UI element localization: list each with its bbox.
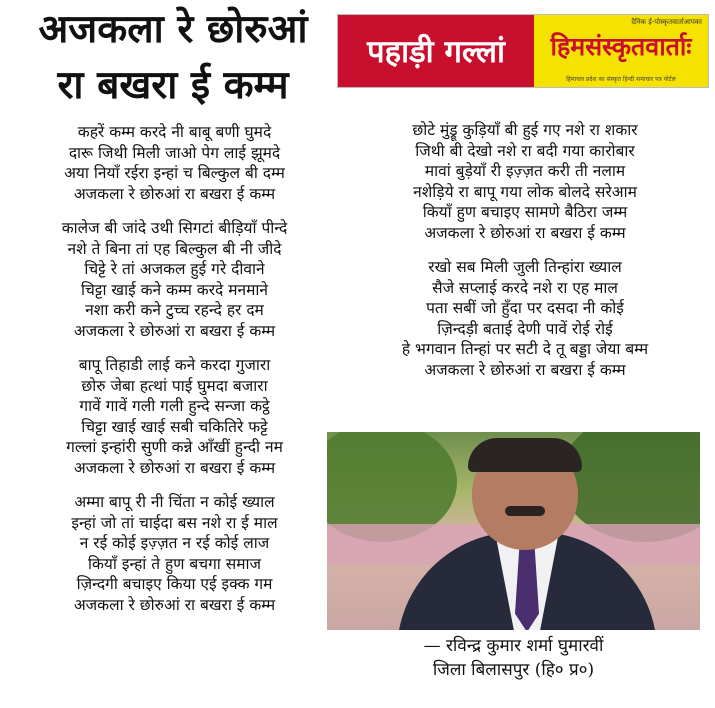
poem-line: छोटे मुंड्रू कुड़ियाँ बी हुई गए नशे रा शकार — [412, 121, 638, 139]
poem-line: ज़िन्दगी बचाइए किया एई इक्क गम — [76, 575, 273, 593]
poem-line: अजकला रे छोरुआं रा बखरा ई कम्म — [424, 360, 626, 379]
author-hair — [468, 438, 582, 472]
poem-line: कियाँ हुण बचाइए सामणे बैठिरा जम्म — [422, 203, 628, 221]
poem-line: चिट्टे रे तां अजकल हुई गरे दीवाने — [84, 260, 265, 278]
poem-stanza — [340, 120, 710, 243]
poem-line: गल्लां इन्हांरी सुणी कन्ने आँखीं हुन्दी नम — [66, 438, 283, 456]
poem-line: नशेड़िये रा बापू गया लोक बोलदे सरेआम — [413, 182, 637, 201]
poem-line: अजकला रे छोरुआं रा बखरा ई कम्म — [73, 321, 276, 340]
poem-left-column — [12, 122, 337, 629]
poem-line: नशे ते बिना तां एह बिल्कुल बी नी जीदे — [67, 239, 282, 258]
poem-right-column — [340, 120, 710, 394]
poem-line: हे भगवान तिन्हां पर सटी दे तू बड्डा जेया बम्म — [401, 340, 649, 358]
poem-line: दारू जिथी मिली जाओ पेग लाई झूमदे — [68, 143, 281, 162]
poem-line: बापू तिहाडी लाई कने करदा गुजारा — [78, 356, 271, 374]
poem-line: चिट्टा खाई खाई सबी चकितिरे फट्टे — [81, 417, 268, 436]
poem-line: चिट्टा खाई कने कम्म करदे मनमाने — [81, 280, 268, 299]
poem-stanza — [12, 355, 337, 478]
poem-stanza — [12, 122, 337, 204]
author-mustache — [505, 506, 545, 516]
poem-line: ज़िन्दड़ी बताई देणी पावें रोई रोई — [437, 319, 613, 338]
logo-subtitle: हिमाचल प्रदेश का संस्कृत हिन्दी समाचार पत्र पोर्टल — [566, 76, 676, 83]
page-title — [8, 2, 338, 114]
logo-name: हिमसंस्कृतवार्ताः — [550, 32, 692, 61]
poem-stanza — [12, 492, 337, 615]
banner-section-name: पहाड़ी गल्लां — [338, 15, 534, 87]
poem-line: अजकला रे छोरुआं रा बखरा ई कम्म — [73, 184, 276, 203]
poem-line: मावां बुड़ेयाँ री इज़्ज़त करी ती नलाम — [424, 162, 626, 180]
poem-line: इन्हां जो तां चाईदा बस नशे रा ई माल — [71, 513, 278, 532]
poem-line: अया नियाँ रईरा इन्हां च बिल्कुल बी दम्म — [64, 164, 285, 182]
poem-line: कालेज बी जांदे उथी सिगटां बीड़ियाँ पीन्दे — [61, 219, 288, 237]
publication-banner — [337, 14, 709, 88]
poem-line: सैजे सप्लाई करदे नशे रा एह माल — [432, 278, 618, 297]
poem-line: अजकला रे छोरुआं रा बखरा ई कम्म — [73, 458, 276, 477]
poem-stanza — [12, 218, 337, 341]
poem-line: पता सबीं जो हुँदा पर दसदा नी कोई — [426, 299, 624, 317]
author-caption — [327, 634, 700, 682]
poem-line: कहरें कम्म करदे नी बाबू बणी घुमदे — [77, 123, 272, 141]
author-location: जिला बिलासपुर (हि० प्र०) — [432, 660, 595, 680]
poem-stanza — [340, 257, 710, 380]
poem-line: नशा करी कने टुच्च रहन्दे हर दम — [85, 301, 264, 319]
author-name: — रविन्द्र कुमार शर्मा घुमारवीं — [423, 636, 604, 656]
poem-line: अजकला रे छोरुआं रा बखरा ई कम्म — [73, 595, 276, 614]
poem-line: अजकला रे छोरुआं रा बखरा ई कम्म — [424, 223, 626, 242]
poem-line: कियाँ इन्हां ते हुण बचगा समाज — [87, 554, 262, 573]
poem-line: अम्मा बापू री नी चिंता न कोई ख्याल — [74, 493, 275, 511]
newspaper-logo — [534, 15, 708, 87]
poem-line: जिथी बी देखो नशे रा बदी गया कारोबार — [415, 141, 635, 160]
poem-line: रखो सब मिली जुली तिन्हांरा ख्याल — [428, 258, 622, 276]
title-line: रा बखरा ई कम्म — [57, 63, 289, 108]
author-photo — [327, 432, 700, 630]
poem-line: न रई कोई इज़्ज़त न रई कोई लाज — [79, 534, 270, 552]
logo-tagline: दैनिक ई-पोस्कृतवार्ताआपका — [631, 18, 702, 26]
poem-line: गावें गावें गली गली हुन्दे सन्जा कट्ठे — [79, 397, 270, 415]
poem-line: छोरु जेबा हत्थां पाई घुमदा बजारा — [81, 376, 268, 395]
title-line: अजकला रे छोरुआं — [38, 7, 308, 52]
